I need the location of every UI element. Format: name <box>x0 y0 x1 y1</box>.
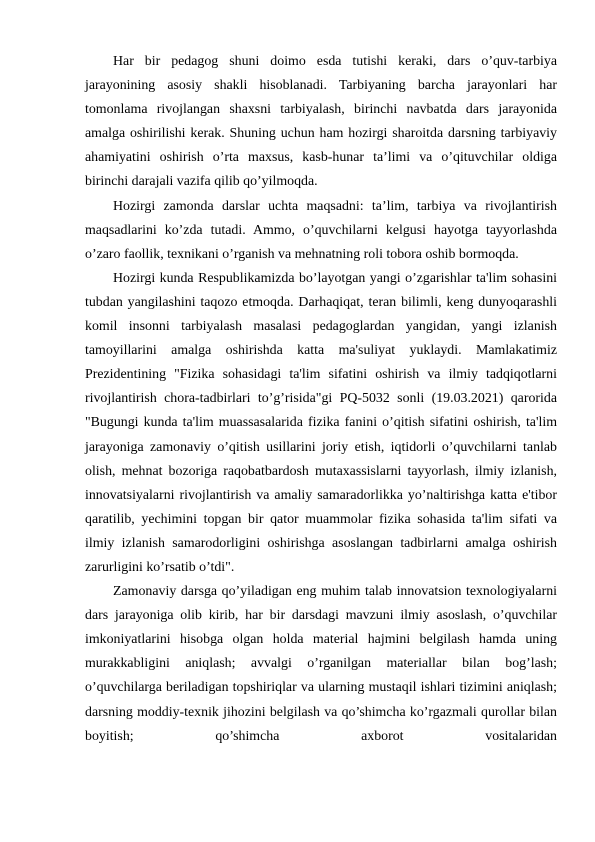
paragraph-4: Zamonaviy darsga qo’yiladigan eng muhim talab innovatsion texnologiyalarni dars jarayoniga olib kirib, har bir darsdagi mavzuni ilmiy asoslash, o’quvchilar imkoniyatlarini hisobga olgan holda material hajmini belgilash hamda uning murakkabligini aniqlash; avvalgi o’rganilgan materiallar bilan bog’lash; o’quvchilarga beriladigan topshiriqlar va ularning mustaqil ishlari tizimini aniqlash; darsning moddiy-texnik jihozini belgilash va qo’shimcha ko’rgazmali qurollar bilan boyitish; qo’shimcha axborot vositalaridan <box>85 584 557 744</box>
paragraph-1: Har bir pedagog shuni doimo esda tutishi kerakі, dars o’quv-tarbiya jarayonining asosiy shakli hisoblanadi. Tarbiyaning barcha jarayonlari har tomonlama rivojlangan shaxsni tarbiyalash, birinchi navbatda dars jarayonida amalga oshirilishi kerak. Shuning uchun ham hozirgi sharoitda darsning tarbiyaviy ahamiyatini oshirish o’rta maxsus, kasb-hunar ta’limi va o’qituvchilar oldiga birinchi darajali vazifa qilib qo’yilmoqda. <box>85 54 557 190</box>
paragraph-3: Hozirgi kunda Respublikamizda bo’layotgan yangi o’zgarishlar ta'lim sohasini tubdan yangilashini taqozo etmoqda. Darhaqiqat, teran bilimli, keng dunyoqarashli komil insonni tarbiyalash masalasi pedagoglardan yangidan, yangi izlanish tamoyillarini amalga oshirishda katta ma'suliyat yuklaydi. Mamlakatimiz Prezidentining "Fizika sohasidagi ta'lim sifatini oshirish va ilmiy tadqiqotlarni rivojlantirish chora-tadbirlari to’g’risida"gi PQ-5032 sonli (19.03.2021) qarorida "Bugungi kunda ta'lim muassasalarida fizika fanini o’qitish sifatini oshirish, ta'lim jarayoniga zamonaviy o’qitish usillarini joriy etish, iqtidorli o’quvchilarni tanlab olish, mehnat bozoriga raqobatbardosh mutaxassislarni tayyorlash, ilmiy izlanish, innovatsiyalarni rivojlantirish va amaliy samaradorlikka yo’naltirishga katta e'tibor qaratilib, yechimini topgan bir qator muammolar fizika sohasida ta'lim sifati va ilmiy izlanish samarodorligini oshirishga asoslangan tadbirlarni amalga oshirish zarurligini ko’rsatib o’tdi". <box>85 270 557 575</box>
document-page <box>85 50 557 749</box>
paragraph-2: Hozirgi zamonda darslar uchta maqsadni: ta’lim, tarbiya va rivojlantirish maqsadlarini ko’zda tutadi. Ammo, o’quvchilarni kelgusi hayotga tayyorlashda o’zaro faollik, texnikani o’rganish va mehnatning roli tobora oshib bormoqda. <box>85 198 557 262</box>
